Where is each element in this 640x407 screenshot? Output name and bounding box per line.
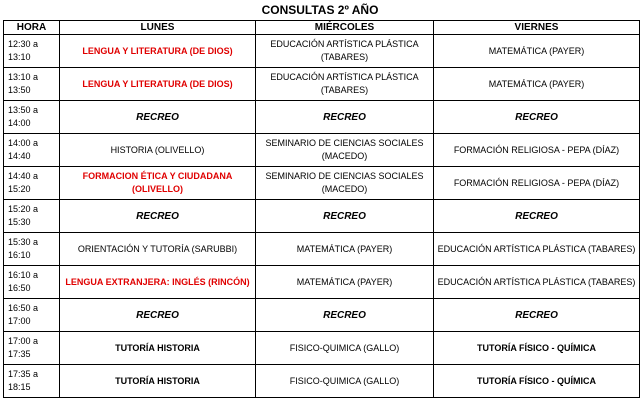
table-row xyxy=(4,200,640,233)
miercoles-cell: FISICO-QUIMICA (GALLO) xyxy=(256,365,434,398)
time-cell: 15:30 a 16:10 xyxy=(4,233,60,266)
time-cell: 16:50 a 17:00 xyxy=(4,299,60,332)
time-cell: 16:10 a 16:50 xyxy=(4,266,60,299)
miercoles-cell: EDUCACIÓN ARTÍSTICA PLÁSTICA (TABARES) xyxy=(256,68,434,101)
lunes-cell: RECREO xyxy=(60,101,256,134)
miercoles-cell: SEMINARIO DE CIENCIAS SOCIALES (MACEDO) xyxy=(256,167,434,200)
lunes-cell: HISTORIA (OLIVELLO) xyxy=(60,134,256,167)
table-row xyxy=(4,266,640,299)
viernes-cell: MATEMÁTICA (PAYER) xyxy=(434,68,640,101)
miercoles-cell: MATEMÁTICA (PAYER) xyxy=(256,233,434,266)
miercoles-cell: RECREO xyxy=(256,101,434,134)
time-cell: 17:35 a 18:15 xyxy=(4,365,60,398)
viernes-cell: MATEMÁTICA (PAYER) xyxy=(434,35,640,68)
header-lunes: LUNES xyxy=(60,21,256,35)
page-title: CONSULTAS 2º AÑO xyxy=(261,3,379,17)
viernes-cell: RECREO xyxy=(434,101,640,134)
viernes-cell: RECREO xyxy=(434,299,640,332)
table-row xyxy=(4,167,640,200)
lunes-cell: RECREO xyxy=(60,299,256,332)
viernes-cell: FORMACIÓN RELIGIOSA - PEPA (DÍAZ) xyxy=(434,134,640,167)
viernes-cell: EDUCACIÓN ARTÍSTICA PLÁSTICA (TABARES) xyxy=(434,233,640,266)
lunes-cell: LENGUA EXTRANJERA: INGLÉS (RINCÓN) xyxy=(60,266,256,299)
table-row xyxy=(4,299,640,332)
lunes-cell: TUTORÍA HISTORIA xyxy=(60,365,256,398)
miercoles-cell: RECREO xyxy=(256,299,434,332)
lunes-cell: LENGUA Y LITERATURA (DE DIOS) xyxy=(60,68,256,101)
table-row xyxy=(4,233,640,266)
time-cell: 17:00 a 17:35 xyxy=(4,332,60,365)
table-row xyxy=(4,134,640,167)
lunes-cell: LENGUA Y LITERATURA (DE DIOS) xyxy=(60,35,256,68)
header-miercoles: MIÉRCOLES xyxy=(256,21,434,35)
time-cell: 14:40 a 15:20 xyxy=(4,167,60,200)
time-cell: 14:00 a 14:40 xyxy=(4,134,60,167)
header-row xyxy=(4,21,640,35)
miercoles-cell: FISICO-QUIMICA (GALLO) xyxy=(256,332,434,365)
schedule-body xyxy=(4,35,640,398)
lunes-cell: TUTORÍA HISTORIA xyxy=(60,332,256,365)
header-hora: HORA xyxy=(4,21,60,35)
schedule-table xyxy=(3,20,640,398)
viernes-cell: EDUCACIÓN ARTÍSTICA PLÁSTICA (TABARES) xyxy=(434,266,640,299)
header-viernes: VIERNES xyxy=(434,21,640,35)
viernes-cell: TUTORÍA FÍSICO - QUÍMICA xyxy=(434,365,640,398)
time-cell: 12:30 a 13:10 xyxy=(4,35,60,68)
table-row xyxy=(4,365,640,398)
table-row xyxy=(4,101,640,134)
table-row xyxy=(4,35,640,68)
time-cell: 13:50 a 14:00 xyxy=(4,101,60,134)
table-row xyxy=(4,332,640,365)
lunes-cell: FORMACION ÉTICA Y CIUDADANA (OLIVELLO) xyxy=(60,167,256,200)
lunes-cell: ORIENTACIÓN Y TUTORÍA (SARUBBI) xyxy=(60,233,256,266)
time-cell: 15:20 a 15:30 xyxy=(4,200,60,233)
viernes-cell: RECREO xyxy=(434,200,640,233)
viernes-cell: TUTORÍA FÍSICO - QUÍMICA xyxy=(434,332,640,365)
miercoles-cell: SEMINARIO DE CIENCIAS SOCIALES (MACEDO) xyxy=(256,134,434,167)
viernes-cell: FORMACIÓN RELIGIOSA - PEPA (DÍAZ) xyxy=(434,167,640,200)
miercoles-cell: MATEMÁTICA (PAYER) xyxy=(256,266,434,299)
lunes-cell: RECREO xyxy=(60,200,256,233)
time-cell: 13:10 a 13:50 xyxy=(4,68,60,101)
table-row xyxy=(4,68,640,101)
miercoles-cell: EDUCACIÓN ARTÍSTICA PLÁSTICA (TABARES) xyxy=(256,35,434,68)
miercoles-cell: RECREO xyxy=(256,200,434,233)
